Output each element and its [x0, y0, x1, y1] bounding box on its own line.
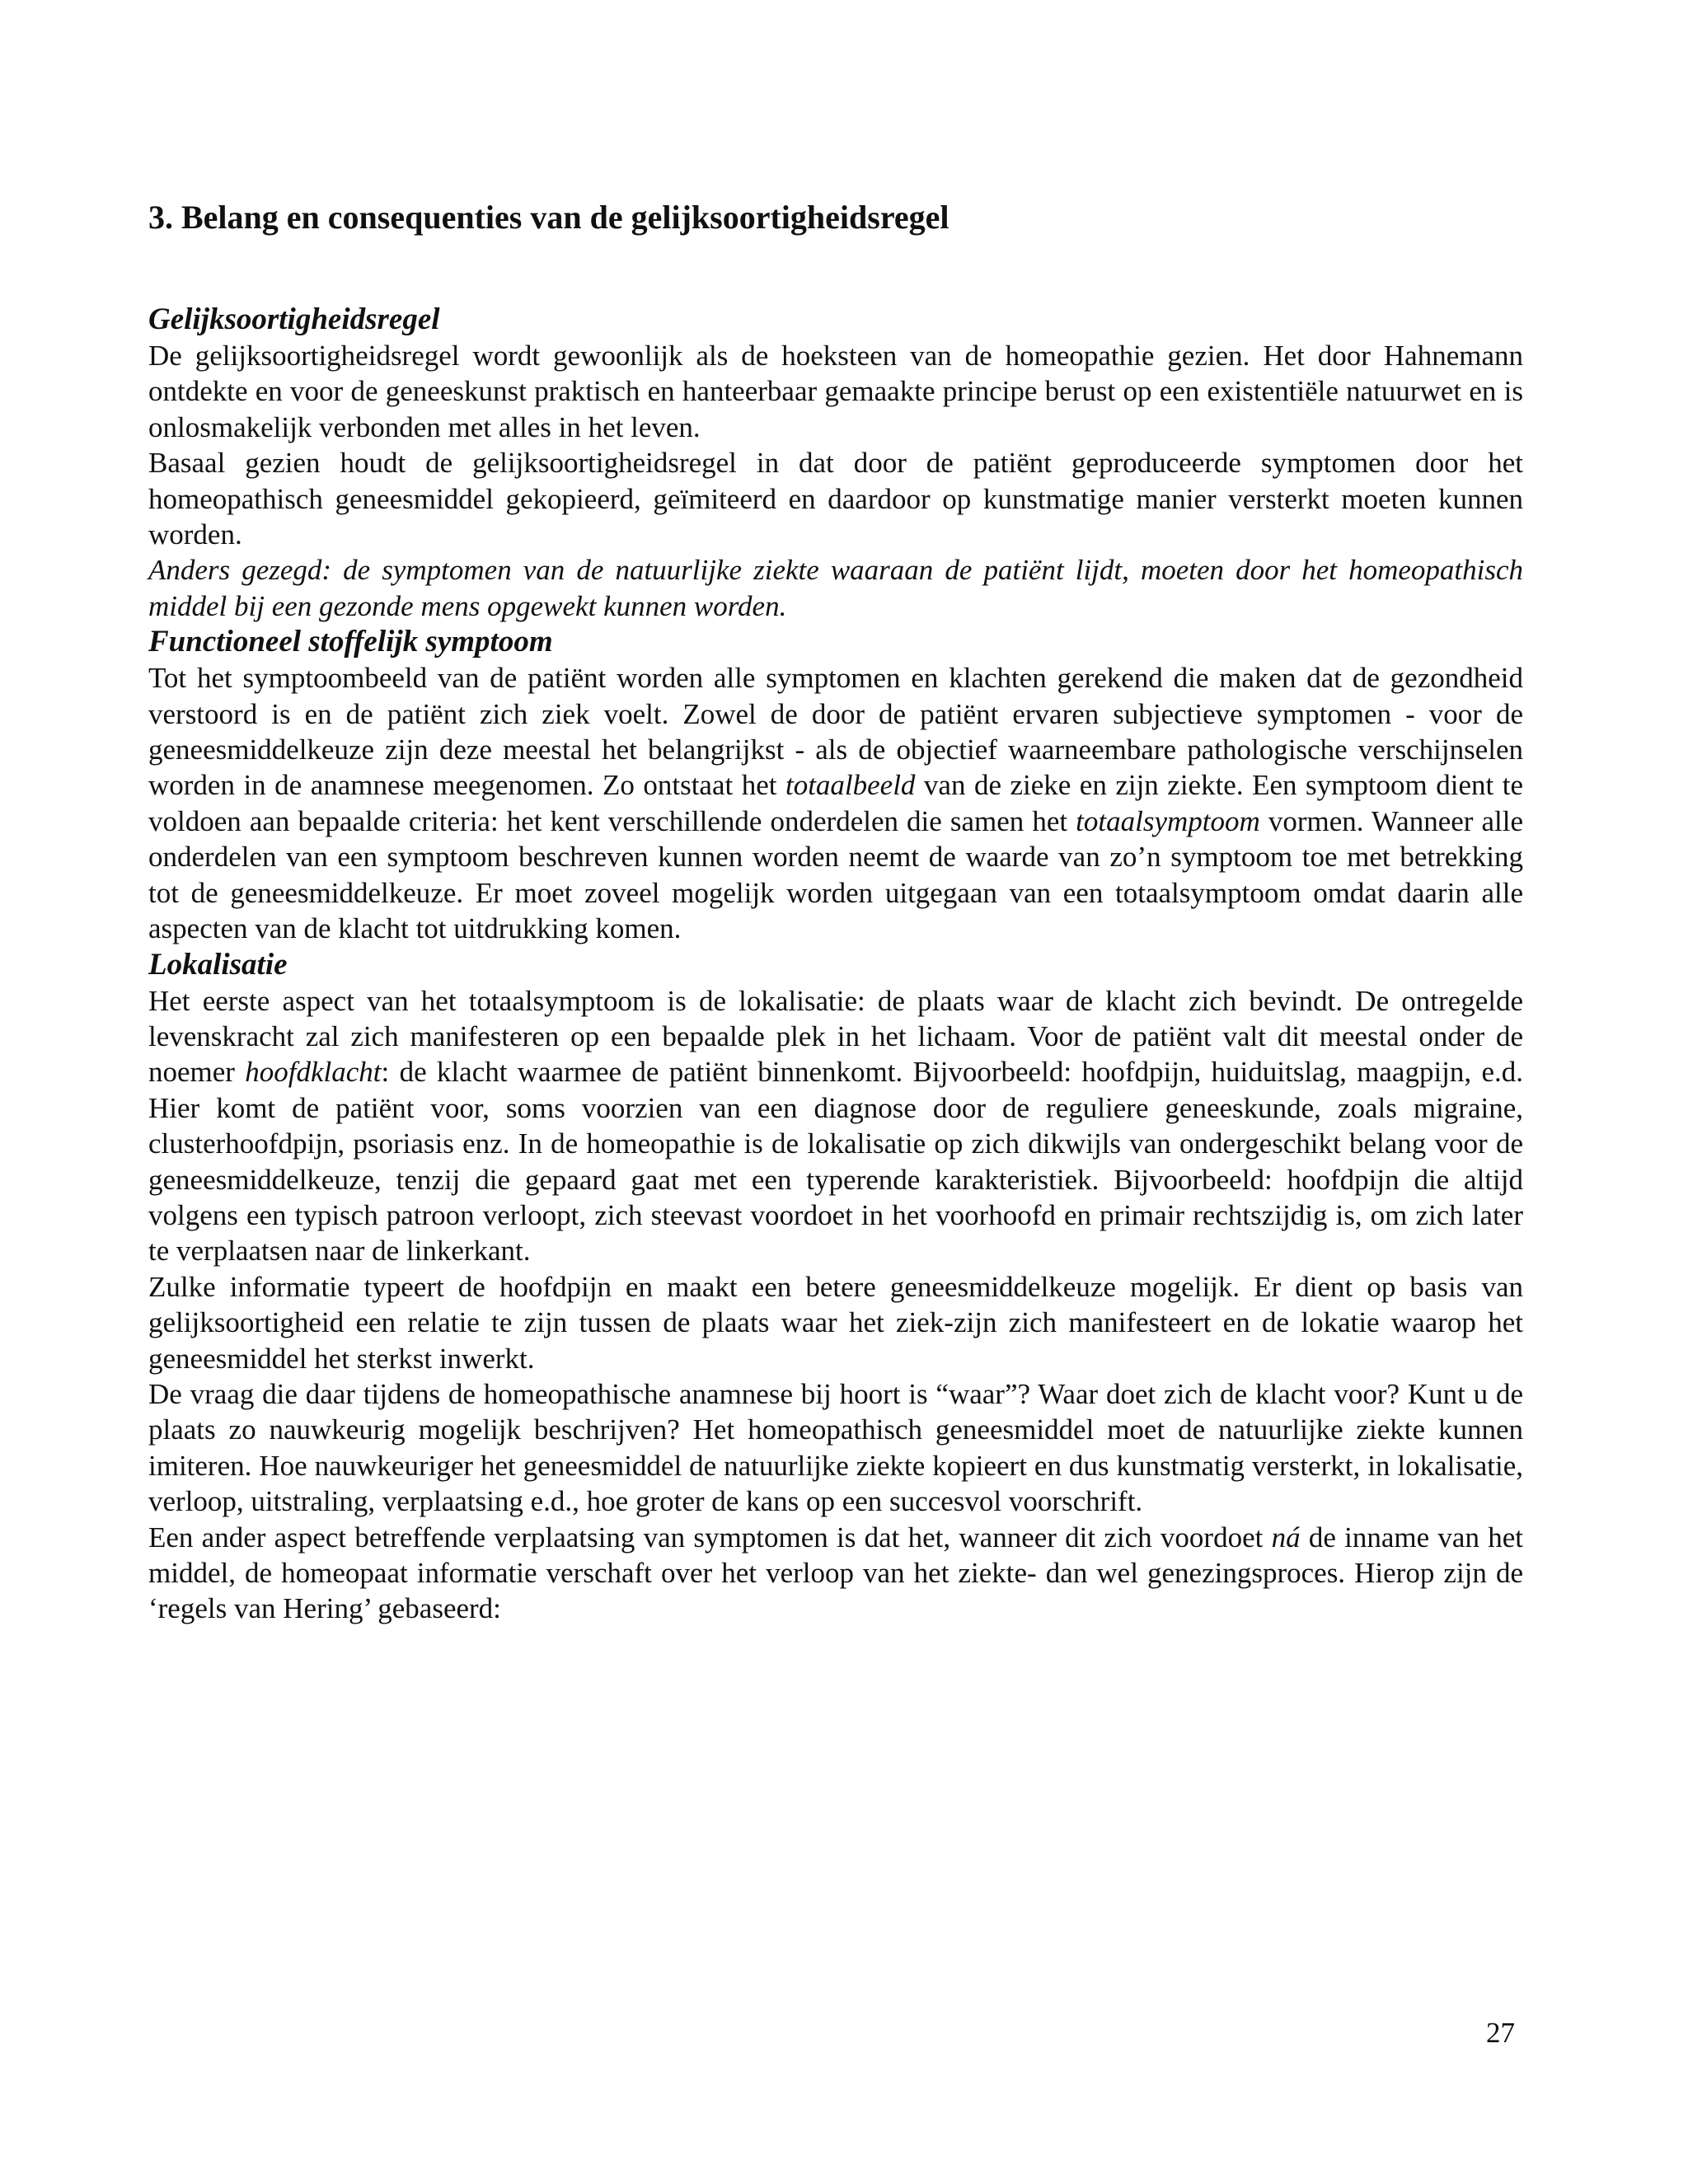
section-heading: Functioneel stoffelijk symptoom	[148, 625, 553, 659]
text-run: van de zieke en zijn ziekte. Een symptoom dient te voldoen aan bepaalde criteria: het kent verschillende onderdelen die samen het	[148, 769, 1523, 837]
text-run: : de klacht waarmee de patiënt binnenkomt. Bijvoorbeeld: hoofdpijn, huiduitslag, maagpijn, e.d. Hier komt de patiënt voor, soms voorzien van een diagnose door de reguliere geneeskunde, zoals migraine, clusterhoofdpijn, psoriasis enz. In de homeopathie is de lokalisatie op zich dikwijls van ondergeschikt belang voor de geneesmiddelkeuze, tenzij die gepaard gaat met een typerende karakteristiek. Bijvoorbeeld: hoofdpijn die altijd volgens een typisch patroon verloopt, zich steevast voordoet in het voorhoofd en primair rechtszijdig is, om zich later te verplaatsen naar de linkerkant.	[148, 1056, 1524, 1268]
paragraph: De vraag die daar tijdens de homeopathische anamnese bij hoort is “waar”? Waar doet zich de klacht voor? Kunt u de plaats zo nauwkeurig mogelijk beschrijven? Het homeopathisch geneesmiddel moet de natuurlijke ziekte kunnen imiteren. Hoe nauwkeuriger het geneesmiddel de natuurlijke ziekte kopieert en dus kunstmatig versterkt, in lokalisatie, verloop, uitstraling, verplaatsing e.d., hoe groter de kans op een succesvol voorschrift.	[148, 1377, 1523, 1518]
paragraph: Basaal gezien houdt de gelijksoortigheidsregel in dat door de patiënt geproduceerde symptomen door het homeopathisch geneesmiddel gekopieerd, geïmiteerd en daardoor op kunstmatige manier versterkt moeten kunnen worden.	[148, 447, 1523, 551]
paragraph	[148, 983, 1523, 1269]
italic-paragraph: Anders gezegd: de symptomen van de natuurlijke ziekte waaraan de patiënt lijdt, moeten door het homeopathisch middel bij een gezonde mens opgewekt kunnen worden.	[148, 554, 1523, 622]
emphasis: ná	[1271, 1521, 1301, 1554]
emphasis: totaalbeeld	[785, 769, 916, 802]
section-heading: Lokalisatie	[148, 947, 288, 982]
paragraph: Zulke informatie typeert de hoofdpijn en maakt een betere geneesmiddelkeuze mogelijk. Er dient op basis van gelijksoortigheid een relatie te zijn tussen de plaats waar het ziek-zijn zich manifesteert en de lokatie waarop het geneesmiddel het sterkst inwerkt.	[148, 1270, 1523, 1375]
text-run: Een ander aspect betreffende verplaatsing van symptomen is dat het, wanneer dit zich voordoet	[148, 1521, 1272, 1554]
text-run: Tot het symptoombeeld van de patiënt worden alle symptomen en klachten gerekend die maken dat de gezondheid verstoord is en de patiënt zich ziek voelt. Zowel de door de patiënt ervaren subjectieve symptomen - voor de geneesmiddelkeuze zijn deze meestal het belangrijkst - als de objectief waarneembare pathologische verschijnselen worden in de anamnese meegenomen. Zo ontstaat het	[148, 662, 1523, 802]
paragraph	[148, 660, 1523, 946]
section-heading: Gelijksoortigheidsregel	[148, 302, 440, 336]
emphasis: totaalsymptoom	[1076, 804, 1260, 837]
section-gelijksoortigheidsregel	[148, 302, 1523, 624]
section-lokalisatie	[148, 947, 1523, 1627]
text-run: vormen. Wanneer alle onderdelen van een symptoom beschreven kunnen worden neemt de waarde van zo’n symptoom toe met betrekking tot de geneesmiddelkeuze. Er moet zoveel mogelijk worden uitgegaan van een totaalsymptoom omdat daarin alle aspecten van de klacht tot uitdrukking komen.	[148, 804, 1523, 945]
paragraph	[148, 1520, 1523, 1627]
page-body	[148, 198, 1523, 1627]
text-run: de inname van het middel, de homeopaat informatie verschaft over het verloop van het ziekte- dan wel genezingsproces. Hierop zijn de ‘regels van Hering’ gebaseerd:	[148, 1521, 1523, 1625]
section-functioneel-stoffelijk-symptoom	[148, 624, 1523, 946]
text-run: Het eerste aspect van het totaalsymptoom is de lokalisatie: de plaats waar de klacht zich bevindt. De ontregelde levenskracht zal zich manifesteren op een bepaalde plek in het lichaam. Voor de patiënt valt dit meestal onder de noemer	[148, 984, 1523, 1089]
paragraph: De gelijksoortigheidsregel wordt gewoonlijk als de hoeksteen van de homeopathie gezien. Het door Hahnemann ontdekte en voor de geneeskunst praktisch en hanteerbaar gemaakte principe berust op een existentiële natuurwet en is onlosmakelijk verbonden met alles in het leven.	[148, 340, 1523, 443]
emphasis: hoofdklacht	[245, 1056, 382, 1089]
page-number: 27	[1486, 2017, 1515, 2049]
chapter-title: 3. Belang en consequenties van de gelijksoortigheidsregel	[148, 199, 950, 236]
